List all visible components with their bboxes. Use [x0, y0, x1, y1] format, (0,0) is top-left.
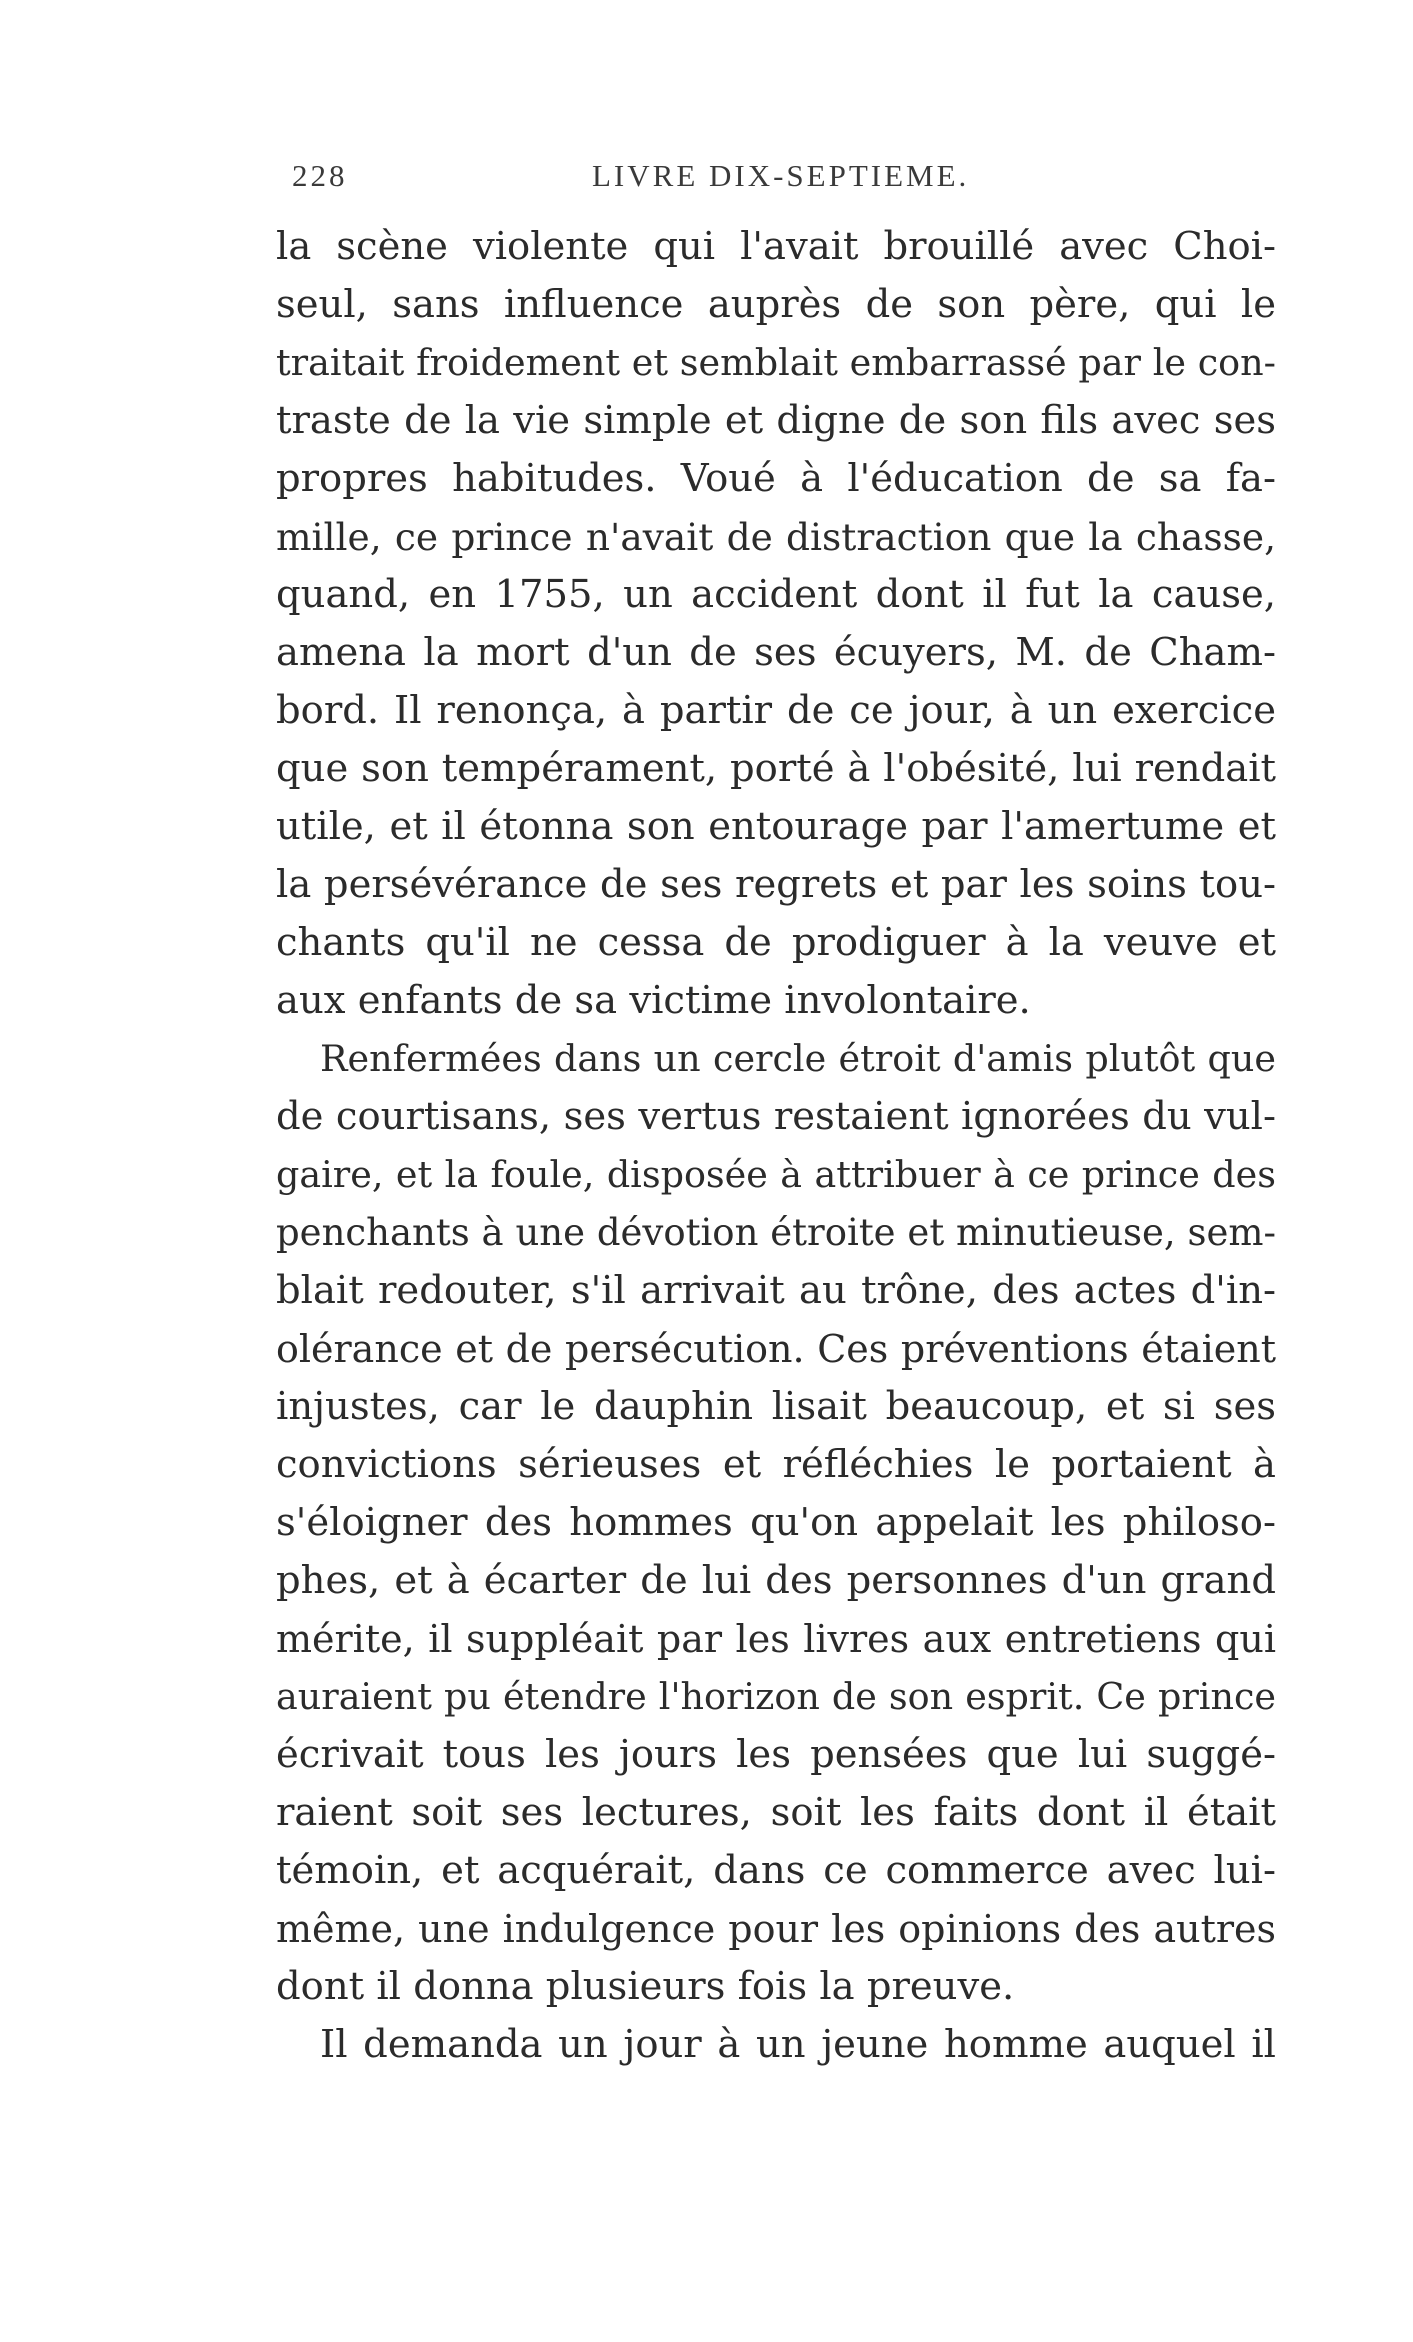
text-line: gaire, et la foule, disposée à attribuer à ce prince des — [276, 1153, 1276, 1196]
text-line: convictions sérieuses et réfléchies le portaient à — [276, 1442, 1276, 1487]
body-text — [276, 218, 1276, 2074]
text-line: quand, en 1755, un accident dont il fut la cause, — [276, 572, 1276, 617]
running-head — [292, 158, 1282, 208]
text-line: la scène violente qui l'avait brouillé avec Choi- — [276, 224, 1276, 269]
text-line: témoin, et acquérait, dans ce commerce avec lui- — [276, 1848, 1276, 1893]
text-line: la persévérance de ses regrets et par les soins tou- — [276, 862, 1276, 907]
running-title: LIVRE DIX-SEPTIEME. — [592, 158, 970, 193]
text-line: injustes, car le dauphin lisait beaucoup, et si ses — [276, 1384, 1276, 1429]
text-line: traitait froidement et semblait embarrassé par le con- — [276, 341, 1276, 384]
paragraph-end-line: dont il donna plusieurs fois la preuve. — [276, 1964, 1015, 2009]
paragraph-start-line: Renfermées dans un cercle étroit d'amis plutôt que — [320, 1037, 1276, 1080]
text-line: traste de la vie simple et digne de son fils avec ses — [276, 398, 1276, 443]
text-line: olérance et de persécution. Ces préventions étaient — [276, 1327, 1276, 1371]
text-line: mérite, il suppléait par les livres aux entretiens qui — [276, 1617, 1276, 1661]
text-line: utile, et il étonna son entourage par l'amertume et — [276, 804, 1276, 849]
text-line: de courtisans, ses vertus restaient ignorées du vul- — [276, 1094, 1276, 1139]
paragraph-end-line: aux enfants de sa victime involontaire. — [276, 978, 1031, 1023]
text-line: chants qu'il ne cessa de prodiguer à la veuve et — [276, 920, 1276, 965]
text-line: seul, sans influence auprès de son père, qui le — [276, 282, 1276, 327]
text-line: penchants à une dévotion étroite et minutieuse, sem- — [276, 1211, 1276, 1254]
text-line: que son tempérament, porté à l'obésité, lui rendait — [276, 746, 1276, 791]
text-line: même, une indulgence pour les opinions des autres — [276, 1907, 1276, 1951]
paragraph-start-line: Il demanda un jour à un jeune homme auquel il — [320, 2022, 1276, 2067]
text-line: mille, ce prince n'avait de distraction que la chasse, — [276, 515, 1276, 559]
text-line: blait redouter, s'il arrivait au trône, des actes d'in- — [276, 1268, 1276, 1313]
text-line: écrivait tous les jours les pensées que lui suggé- — [276, 1732, 1276, 1777]
text-line: amena la mort d'un de ses écuyers, M. de Cham- — [276, 630, 1276, 675]
page-number: 228 — [292, 158, 348, 193]
text-line: raient soit ses lectures, soit les faits dont il était — [276, 1790, 1276, 1835]
text-line: propres habitudes. Voué à l'éducation de sa fa- — [276, 456, 1276, 501]
text-line: bord. Il renonça, à partir de ce jour, à un exercice — [276, 688, 1276, 733]
text-line: phes, et à écarter de lui des personnes d'un grand — [276, 1558, 1276, 1603]
text-line: auraient pu étendre l'horizon de son esprit. Ce prince — [276, 1675, 1276, 1718]
text-line: s'éloigner des hommes qu'on appelait les philoso- — [276, 1500, 1276, 1545]
